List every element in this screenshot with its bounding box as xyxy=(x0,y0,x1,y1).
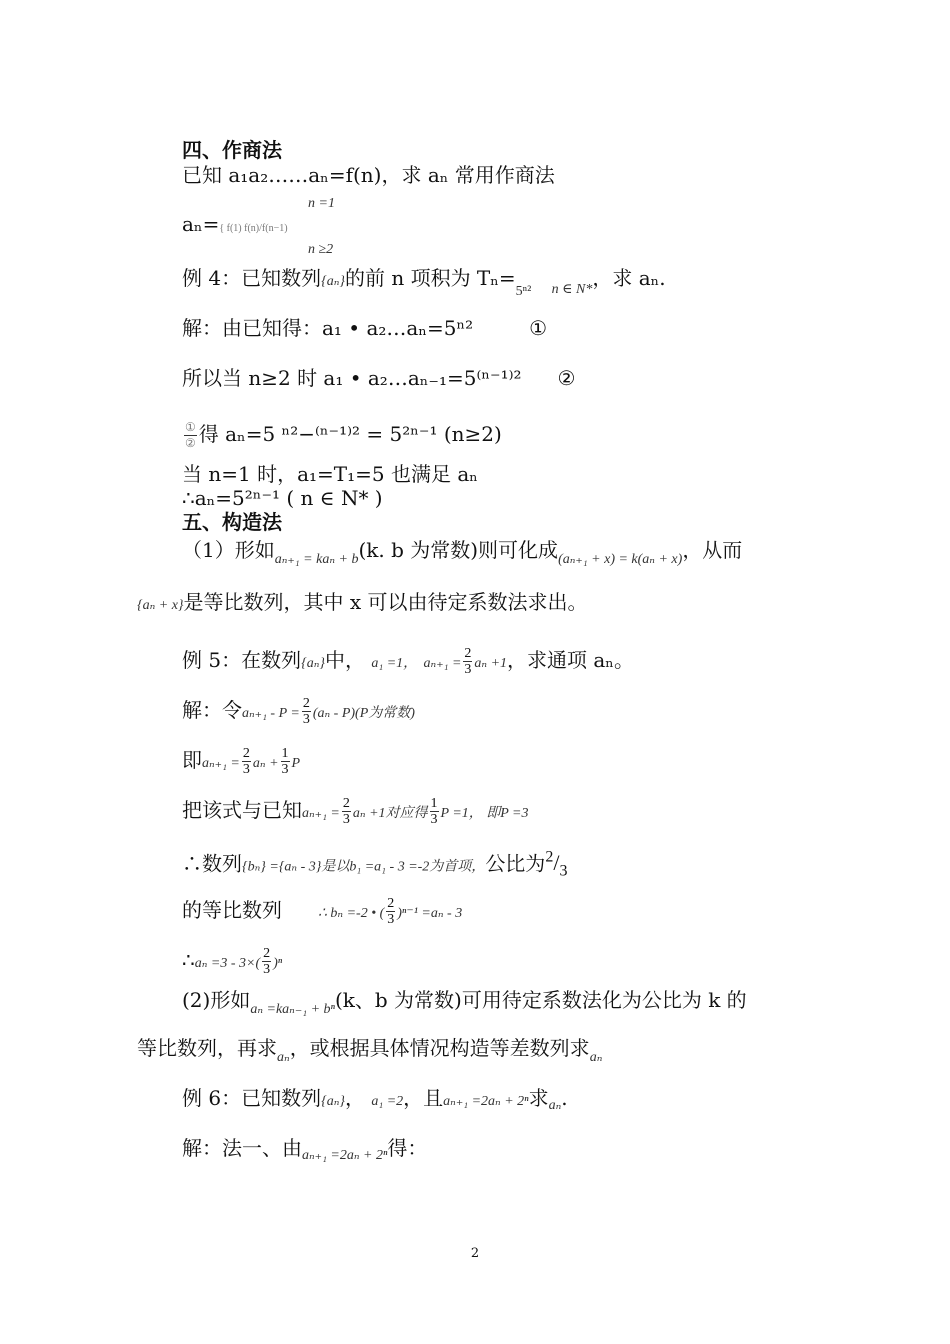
section-heading: 五、构造法 xyxy=(182,510,282,534)
solution-line: 把该式与已知aₙ₊₁ = $\frac{2}{3}$ aₙ +1对应得 $\frac{1}{3}$ P =1， 即P =3 xyxy=(182,796,529,827)
solution-line: ∴aₙ =3 - 3×( $\frac{2}{3}$ )ⁿ xyxy=(182,946,283,977)
paragraph: (2)形如$_{a_n =ka_{n-1} + b^n}$(k、b 为常数)可用待定系数法化为公比为 k 的 xyxy=(182,988,747,1017)
solution-line: 的等比数列 ∴ bₙ =-2 • ( $\frac{2}{3}$ )ⁿ⁻¹ =aₙ - 3 xyxy=(182,896,463,927)
page-number: 2 xyxy=(470,1246,480,1261)
paragraph: 已知 a₁a₂……aₙ=f(n)，求 aₙ 常用作商法 xyxy=(182,163,555,187)
formula: n ≥2 xyxy=(308,242,334,257)
section-heading: 四、作商法 xyxy=(182,138,282,162)
solution-line: ∴数列{bₙ} ={aₙ - 3}是以b₁ =a₁ - 3 =-2为首项，公比为$^2/_3$ xyxy=(182,849,568,880)
paragraph: 等比数列，再求$_{a_n}$，或根据具体情况构造等差数列求$_{a_n}$ xyxy=(137,1036,603,1065)
paragraph: （1）形如$_{a_{n+1} = ka_n + b}$(k. b 为常数)则可化成$_{(a_{n+1} + x) = k(a_n + x)}$，从而 xyxy=(182,538,743,567)
solution-line: 当 n=1 时，a₁=T₁=5 也满足 aₙ xyxy=(182,462,478,486)
example-question: 例 4：已知数列{aₙ}的前 n 项积为 $T_n=_{5^{n2}}$ $_{n \in N*}$，求 aₙ. xyxy=(182,266,666,299)
paragraph: {aₙ + x}是等比数列，其中 x 可以由待定系数法求出。 xyxy=(137,590,588,614)
solution-line: ∴aₙ=5²ⁿ⁻¹ ( n ∈ N* ) xyxy=(182,486,383,510)
solution-line: 解：法一、由$_{a_{n+1} =2a_n + 2^n}$得： xyxy=(182,1136,428,1163)
example-question: 例 6：已知数列{aₙ}， a₁ =2，且aₙ₊₁ =2aₙ + 2ⁿ求$_{a_n}$. xyxy=(182,1086,568,1113)
solution-line: 解：令aₙ₊₁ - P = $\frac{2}{3}$ (aₙ - P)(P为常数) xyxy=(182,696,415,727)
formula: n =1 xyxy=(308,196,335,211)
solution-line: ① ② 得 aₙ=5 ⁿ²−⁽ⁿ⁻¹⁾² = 5²ⁿ⁻¹ (n≥2) xyxy=(185,420,502,450)
solution-line: 即aₙ₊₁ = $\frac{2}{3}$ aₙ + $\frac{1}{3}$ P xyxy=(182,746,301,777)
formula: aₙ={ f(1) f(n)/f(n−1) xyxy=(182,212,288,236)
solution-line: 解：由已知得：a₁ • a₂…aₙ=5ⁿ² ① xyxy=(182,316,548,340)
example-question: 例 5：在数列{aₙ}中， a₁ =1， aₙ₊₁ = $\frac{2}{3}$ aₙ +1，求通项 aₙ。 xyxy=(182,646,634,677)
solution-line: 所以当 n≥2 时 a₁ • a₂…aₙ₋₁=5⁽ⁿ⁻¹⁾² ② xyxy=(182,366,576,390)
